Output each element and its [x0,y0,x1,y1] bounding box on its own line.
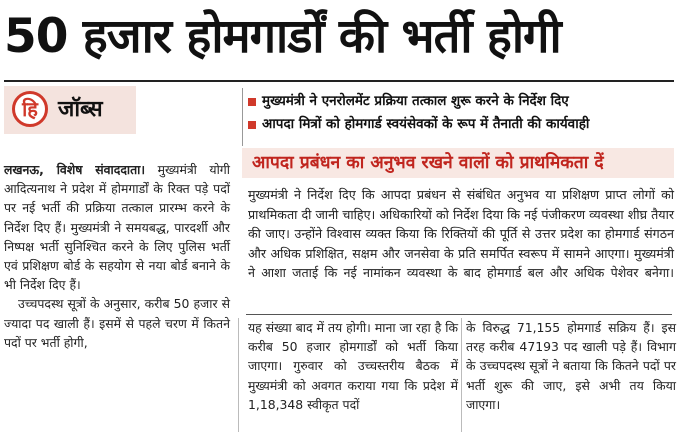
highlight-box-paragraph: मुख्यमंत्री ने निर्देश दिए कि आपदा प्रबंधन से संबंधित अनुभव या प्रशिक्षण प्राप्त लोगों को प्राथमिकता दी जानी चाहिए। अधिकारियों को निर्देश दिया कि नई पंजीकरण व्यवस्था शीघ्र तैयार की जाए। उन्होंने विश्वास व्यक्त किया कि रिक्तियों की पूर्ति से उत्तर प्रदेश का होमगार्ड संगठन और अधिक प्रशिक्षित, सक्षम और जनसेवा के प्रति समर्पित स्वरूप में सामने आएगा। मुख्यमंत्री ने आशा जताई कि नई नामांकन व्यवस्था के बाद होमगार्ड बल और अधिक पेशेवर बनेगा। [248,187,674,281]
highlight-item [248,90,674,113]
subheadline: आपदा प्रबंधन का अनुभव रखने वालों को प्राथमिकता दें [252,153,604,173]
headline-divider [4,80,674,82]
dateline: लखनऊ, विशेष संवाददाता। [4,162,146,177]
paragraph-2: उच्चपदस्थ सूत्रों के अनुसार, करीब 50 हजार से ज्यादा पद खाली हैं। इसमें से पहले चरण में कितने पदों पर भर्ती होगी, [4,296,230,350]
section-label: जॉब्स [58,97,103,122]
highlight-item [248,113,674,136]
highlight-text: आपदा मित्रों को होमगार्ड स्वयंसेवकों के रूप में तैनाती की कार्यवाही [262,116,590,132]
article-column-right: के विरुद्ध 71,155 होमगार्ड सक्रिय हैं। इस तरह करीब 47193 पद खाली पड़े हैं। विभाग के उच्चपदस्थ सूत्रों ने बताया कि कितने पदों पर भर्ती शुरू की जाए, इसे अभी तय किया जाएगा। [466,320,676,412]
article-column-middle: यह संख्या बाद में तय होगी। माना जा रहा है कि करीब 50 हजार होमगार्डों को भर्ती किया जाएगा। गुरुवार को उच्चस्तरीय बैठक में मुख्यमंत्री को अवगत कराया गया कि प्रदेश में 1,18,348 स्वीकृत पदों [248,320,458,412]
newspaper-logo-icon: हि [12,91,48,127]
section-brand [4,86,136,134]
paragraph-1-text: मुख्यमंत्री योगी आदित्यनाथ ने प्रदेश में होमगार्डों के रिक्त पड़े पदों पर नई भर्ती की प्रक्रिया तत्काल प्रारम्भ करने के निर्देश दिए हैं। मुख्यमंत्री ने समयबद्ध, पारदर्शी और निष्पक्ष भर्ती सुनिश्चित करने के लिए पुलिस भर्ती एवं प्रशिक्षण बोर्ड के सहयोग से नया बोर्ड बनाने के भी निर्देश दिए हैं। [4,162,230,293]
highlight-text: मुख्यमंत्री ने एनरोलमेंट प्रक्रिया तत्काल शुरू करने के निर्देश दिए [262,93,569,109]
highlights-list [248,90,674,136]
bullet-square-icon [248,98,256,106]
column-rule [461,318,462,432]
paragraph-1 [4,160,230,294]
headline: 50 हजार होमगार्डों की भर्ती होगी [4,9,561,64]
article-column-left [4,160,230,352]
column-rule [238,318,239,432]
box-divider [246,314,672,315]
highlights-divider [242,88,243,146]
bullet-square-icon [248,121,256,129]
